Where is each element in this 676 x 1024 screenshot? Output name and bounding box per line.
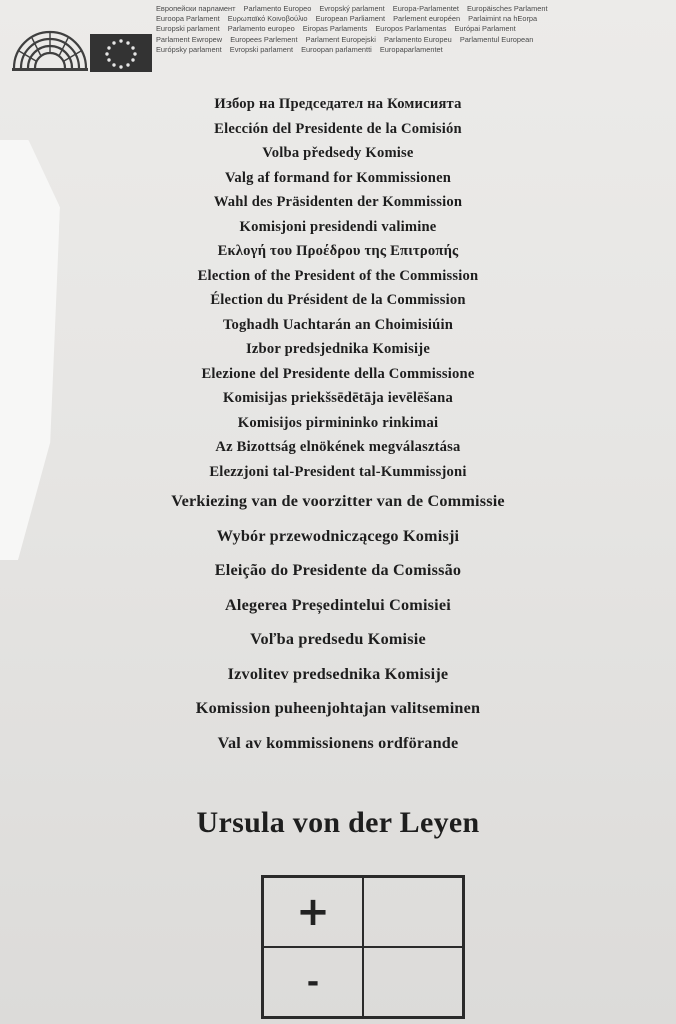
parliament-name: Ευρωπαϊκό Κοινοβούλιο xyxy=(227,14,308,24)
parliament-name: Parlamentul European xyxy=(459,34,534,44)
election-title: Valg af formand for Kommissionen xyxy=(224,169,452,186)
election-title: Eleição do Presidente da Comissão xyxy=(214,561,462,579)
parliament-names-row xyxy=(156,35,674,45)
election-title: Komission puheenjohtajan valitseminen xyxy=(195,699,481,717)
minus-symbol: - xyxy=(263,947,363,1017)
election-title: Εκλογή του Προέδρου της Επιτροπής xyxy=(217,243,459,259)
parliament-name: Parlamento Europeu xyxy=(383,34,452,44)
election-title: Elezione del Presidente della Commissione xyxy=(201,365,475,382)
parliament-names-row xyxy=(156,45,674,55)
election-title: Komisijos pirmininko rinkimai xyxy=(237,414,439,431)
election-title: Избор на Председател на Комисията xyxy=(214,96,462,112)
parliament-name: Europaparlamentet xyxy=(379,44,443,54)
parliament-name: Eiropas Parlaments xyxy=(302,24,368,34)
election-title: Verkiezing van de voorzitter van de Commissie xyxy=(171,492,505,510)
parliament-name: Europos Parlamentas xyxy=(375,24,447,34)
election-title: Komisijas priekšsēdētāja ievēlēšana xyxy=(223,390,453,406)
parliament-name: Európsky parlament xyxy=(156,44,222,54)
parliament-name: Parlamento europeo xyxy=(227,24,295,34)
candidate-name: Ursula von der Leyen xyxy=(196,806,480,839)
election-title: Izbor predsjednika Komisije xyxy=(245,341,431,357)
plus-symbol: + xyxy=(263,877,363,947)
election-title: Toghadh Uachtarán an Choimisiúin xyxy=(222,316,454,333)
parliament-name: Parlament Europejski xyxy=(305,34,376,44)
election-title: Az Bizottság elnökének megválasztása xyxy=(215,439,461,455)
parliament-name: Európai Parlament xyxy=(454,24,516,34)
vote-yes-checkbox[interactable] xyxy=(363,877,463,947)
parliament-name: Evropski parlament xyxy=(229,44,294,54)
election-title: Election of the President of the Commission xyxy=(197,267,479,284)
parliament-name: Parlamento Europeo xyxy=(243,4,312,13)
parliament-name: Parlement européen xyxy=(393,14,461,24)
election-title: Komisjoni presidendi valimine xyxy=(239,218,437,235)
election-title: Voľba predsedu Komisie xyxy=(250,630,426,648)
parliament-name: Europa-Parlamentet xyxy=(392,4,459,13)
election-title: Élection du Président de la Commission xyxy=(210,292,466,308)
parliament-name: Europski parlament xyxy=(156,24,220,34)
election-title: Alegerea Președintelui Comisiei xyxy=(225,595,451,614)
parliament-name: Европейски парламент xyxy=(156,4,236,13)
election-title: Volba předsedy Komise xyxy=(262,145,414,161)
election-title: Izvolitev predsednika Komisije xyxy=(227,664,449,683)
parliament-name: Parlaimint na hEorpa xyxy=(468,14,538,24)
ballot-header xyxy=(0,0,676,78)
parliament-name: Euroopa Parlament xyxy=(156,14,220,24)
parliament-name: Parlament Ewropew xyxy=(156,34,223,44)
european-parliament-logo xyxy=(8,22,158,74)
parliament-name: Europäisches Parlament xyxy=(466,4,548,13)
election-titles xyxy=(0,92,676,760)
parliament-name: Europees Parlement xyxy=(230,34,298,44)
election-title: Elección del Presidente de la Comisión xyxy=(214,120,462,137)
parliament-name: Evropský parlament xyxy=(319,4,385,13)
parliament-names-row xyxy=(156,14,674,24)
vote-box xyxy=(261,875,465,1019)
parliament-names-row xyxy=(156,4,674,14)
parliament-name: Euroopan parlamentti xyxy=(301,44,372,54)
election-title: Val av kommissionens ordförande xyxy=(217,733,459,752)
parliament-names-list xyxy=(156,4,674,55)
election-title: Wahl des Präsidenten der Kommission xyxy=(213,194,463,210)
parliament-names-row xyxy=(156,24,674,34)
parliament-name: European Parliament xyxy=(315,14,386,24)
election-title: Wybór przewodniczącego Komisji xyxy=(216,526,460,545)
election-title: Elezzjoni tal-President tal-Kummissjoni xyxy=(209,463,467,480)
vote-no-checkbox[interactable] xyxy=(363,947,463,1017)
